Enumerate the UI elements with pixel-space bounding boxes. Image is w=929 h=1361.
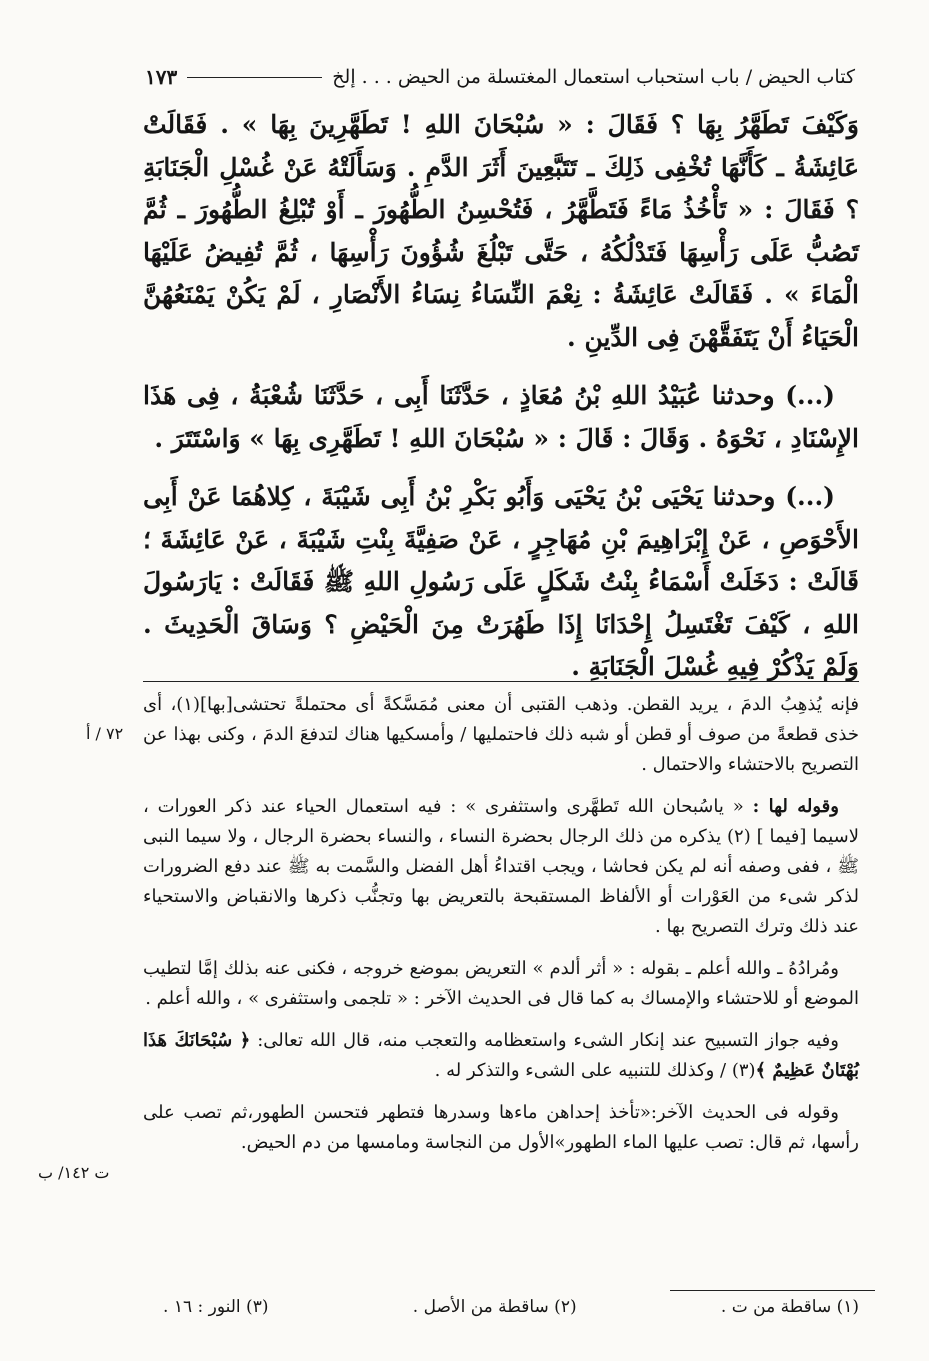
commentary-body: (٣) / وكذلك للتنبيه على الشىء والتذكر له .	[434, 1060, 756, 1081]
footnotes	[143, 1297, 859, 1317]
commentary-paragraph-1: فإنه يُذهِبُ الدمَ ، يريد القطن. وذهب القتبى أن معنى مُمَسَّكةً أى محتملةً تحتشى[بها](١)، أى خذى قطعةً من صوف أو قطن أو شبه ذلك فاحتمليها / وأمسكيها هناك لتدفعَ الدمَ ، وكنى بهذا عن التصريح بالاحتشاء والاحتمال .	[143, 694, 859, 775]
header-rule	[187, 77, 322, 78]
commentary-body: وفيه جواز التسبيح عند إنكار الشىء واستعظامه والتعجب منه، قال الله تعالى:	[257, 1030, 839, 1051]
footnote-2: (٢) ساقطة من الأصل .	[412, 1297, 577, 1317]
page-number: ١٧٣	[145, 65, 178, 89]
footnote-rule	[670, 1290, 875, 1291]
footnote-3: (٣) النور : ١٦ .	[163, 1297, 269, 1317]
commentary-body: « ياسُبحان الله تَطهَّرى واستثفرى » : فيه استعمال الحياء عند ذكر العورات ، لاسيما [فيما ] (٢) يذكره من ذلك الرجال بحضرة النساء ، والنساء بحضرة الرجال ، ولا سيما النبى ﷺ ، ففى وصفه أنه لم يكن فحاشا ، ويجب اقتداءُ أهل الفضل والسَّمت به ﷺ عند دفع الضرورات لذكر شىء من العَوْرات أو الألفاظ المستقبحة بالتعريض بها وتجنُّب ذكرها والانقباض والاستحياء عند ذلك وترك التصريح بها .	[143, 796, 859, 937]
footnote-1: (١) ساقطة من ت .	[720, 1297, 859, 1317]
commentary-paragraph-3: ومُرادُهُ ـ والله أعلم ـ بقوله : « أثر ألدم » التعريض بموضع خروجه ، فكنى عنه بذلك إمَّا لتطيب الموضع أو للاحتشاء والإمساك به كما قال فى الحديث الآخر : « تلجمى واستثفرى » ، والله أعلم .	[143, 958, 859, 1009]
hadith-paragraph-3: (...) وحدثنا يَحْيَى بْنُ يَحْيَى وَأَبُو بَكْرِ بْنُ أَبِى شَيْبَةَ ، كِلاهُمَا عَنْ أَبِى الأَحْوَصِ ، عَنْ إِبْرَاهِيمَ بْنِ مُهَاجِرٍ ، عَنْ صَفِيَّةَ بِنْتِ شَيْبَةَ ، عَنْ عَائِشَةَ ؛ قَالَتْ : دَخَلَتْ أَسْمَاءُ بِنْتُ شَكَلٍ عَلَى رَسُولِ اللهِ ﷺ فَقَالَتْ : يَارَسُولَ اللهِ ، كَيْفَ تَغْتَسِلُ إِحْدَانَا إِذَا طَهُرَتْ مِنَ الْحَيْضِ ؟ وَسَاقَ الْحَدِيثَ . وَلَمْ يَذْكُرْ فِيهِ غُسْلَ الْجَنَابَةِ .	[143, 482, 859, 681]
commentary-text	[143, 690, 859, 1170]
commentary-paragraph-2	[143, 792, 859, 942]
margin-reference: ت ١٤٢/ ب	[38, 1163, 110, 1182]
header-title: كتاب الحيض / باب استحباب استعمال المغتسلة من الحيض . . . إلخ	[332, 66, 855, 88]
hadith-paragraph-1: وَكَيْفَ تَطَهَّرُ بِهَا ؟ فَقَالَ : « سُبْحَانَ اللهِ ! تَطَهَّرِينَ بِهَا » . فَقَالَتْ عَائِشَةُ ـ كَأَنَّهَا تُخْفِى ذَلِكَ ـ تَتَبَّعِينَ أَثَرَ الدَّمِ . وَسَأَلَتْهُ عَنْ غُسْلِ الْجَنَابَةِ ؟ فَقَالَ : « تَأْخُذُ مَاءً فَتَطَّهَّرُ ، فَتُحْسِنُ الطُّهُورَ ـ أَوْ تُبْلِغُ الطُّهُورَ ـ ثُمَّ تَصُبُّ عَلَى رَأْسِهَا فَتَدْلُكُهُ ، حَتَّى تَبْلُغَ شُؤُونَ رَأْسِهَا ، ثُمَّ تُفِيضُ عَلَيْهَا الْمَاءَ » . فَقَالَتْ عَائِشَةُ : نِعْمَ النِّسَاءُ نِسَاءُ الأَنْصَارِ ، لَمْ يَكُنْ يَمْنَعُهُنَّ الْحَيَاءُ أَنْ يَتَفَقَّهْنَ فِى الدِّينِ .	[143, 110, 859, 352]
running-header	[145, 60, 855, 94]
margin-reference: ٧٢ / أ	[86, 724, 124, 743]
hadith-text	[143, 104, 859, 705]
commentary-paragraph-5: وقوله فى الحديث الآخر:«تأخذ إحداهن ماءها وسدرها فتطهر فتحسن الطهور،ثم تصب على رأسها، ثم قال: تصب عليها الماء الطهور»الأول من النجاسة ومامسها من دم الحيض.	[143, 1102, 859, 1153]
commentary-lead: وقوله لها :	[752, 796, 839, 817]
commentary-paragraph-4	[143, 1026, 859, 1086]
quran-quote: ﴿ سُبْحَانَكَ هَذَا بُهْتَانٌ عَظِيمٌ ﴾	[143, 1030, 859, 1081]
section-divider	[143, 681, 859, 682]
hadith-paragraph-2: (...) وحدثنا عُبَيْدُ اللهِ بْنُ مُعَاذٍ ، حَدَّثَنَا أَبِى ، حَدَّثَنَا شُعْبَةُ ، فِى هَذَا الإِسْنَادِ ، نَحْوَهُ . وَقَالَ : قَالَ : « سُبْحَانَ اللهِ ! تَطَهَّرِى بِهَا » وَاسْتَتَرَ .	[143, 381, 859, 453]
